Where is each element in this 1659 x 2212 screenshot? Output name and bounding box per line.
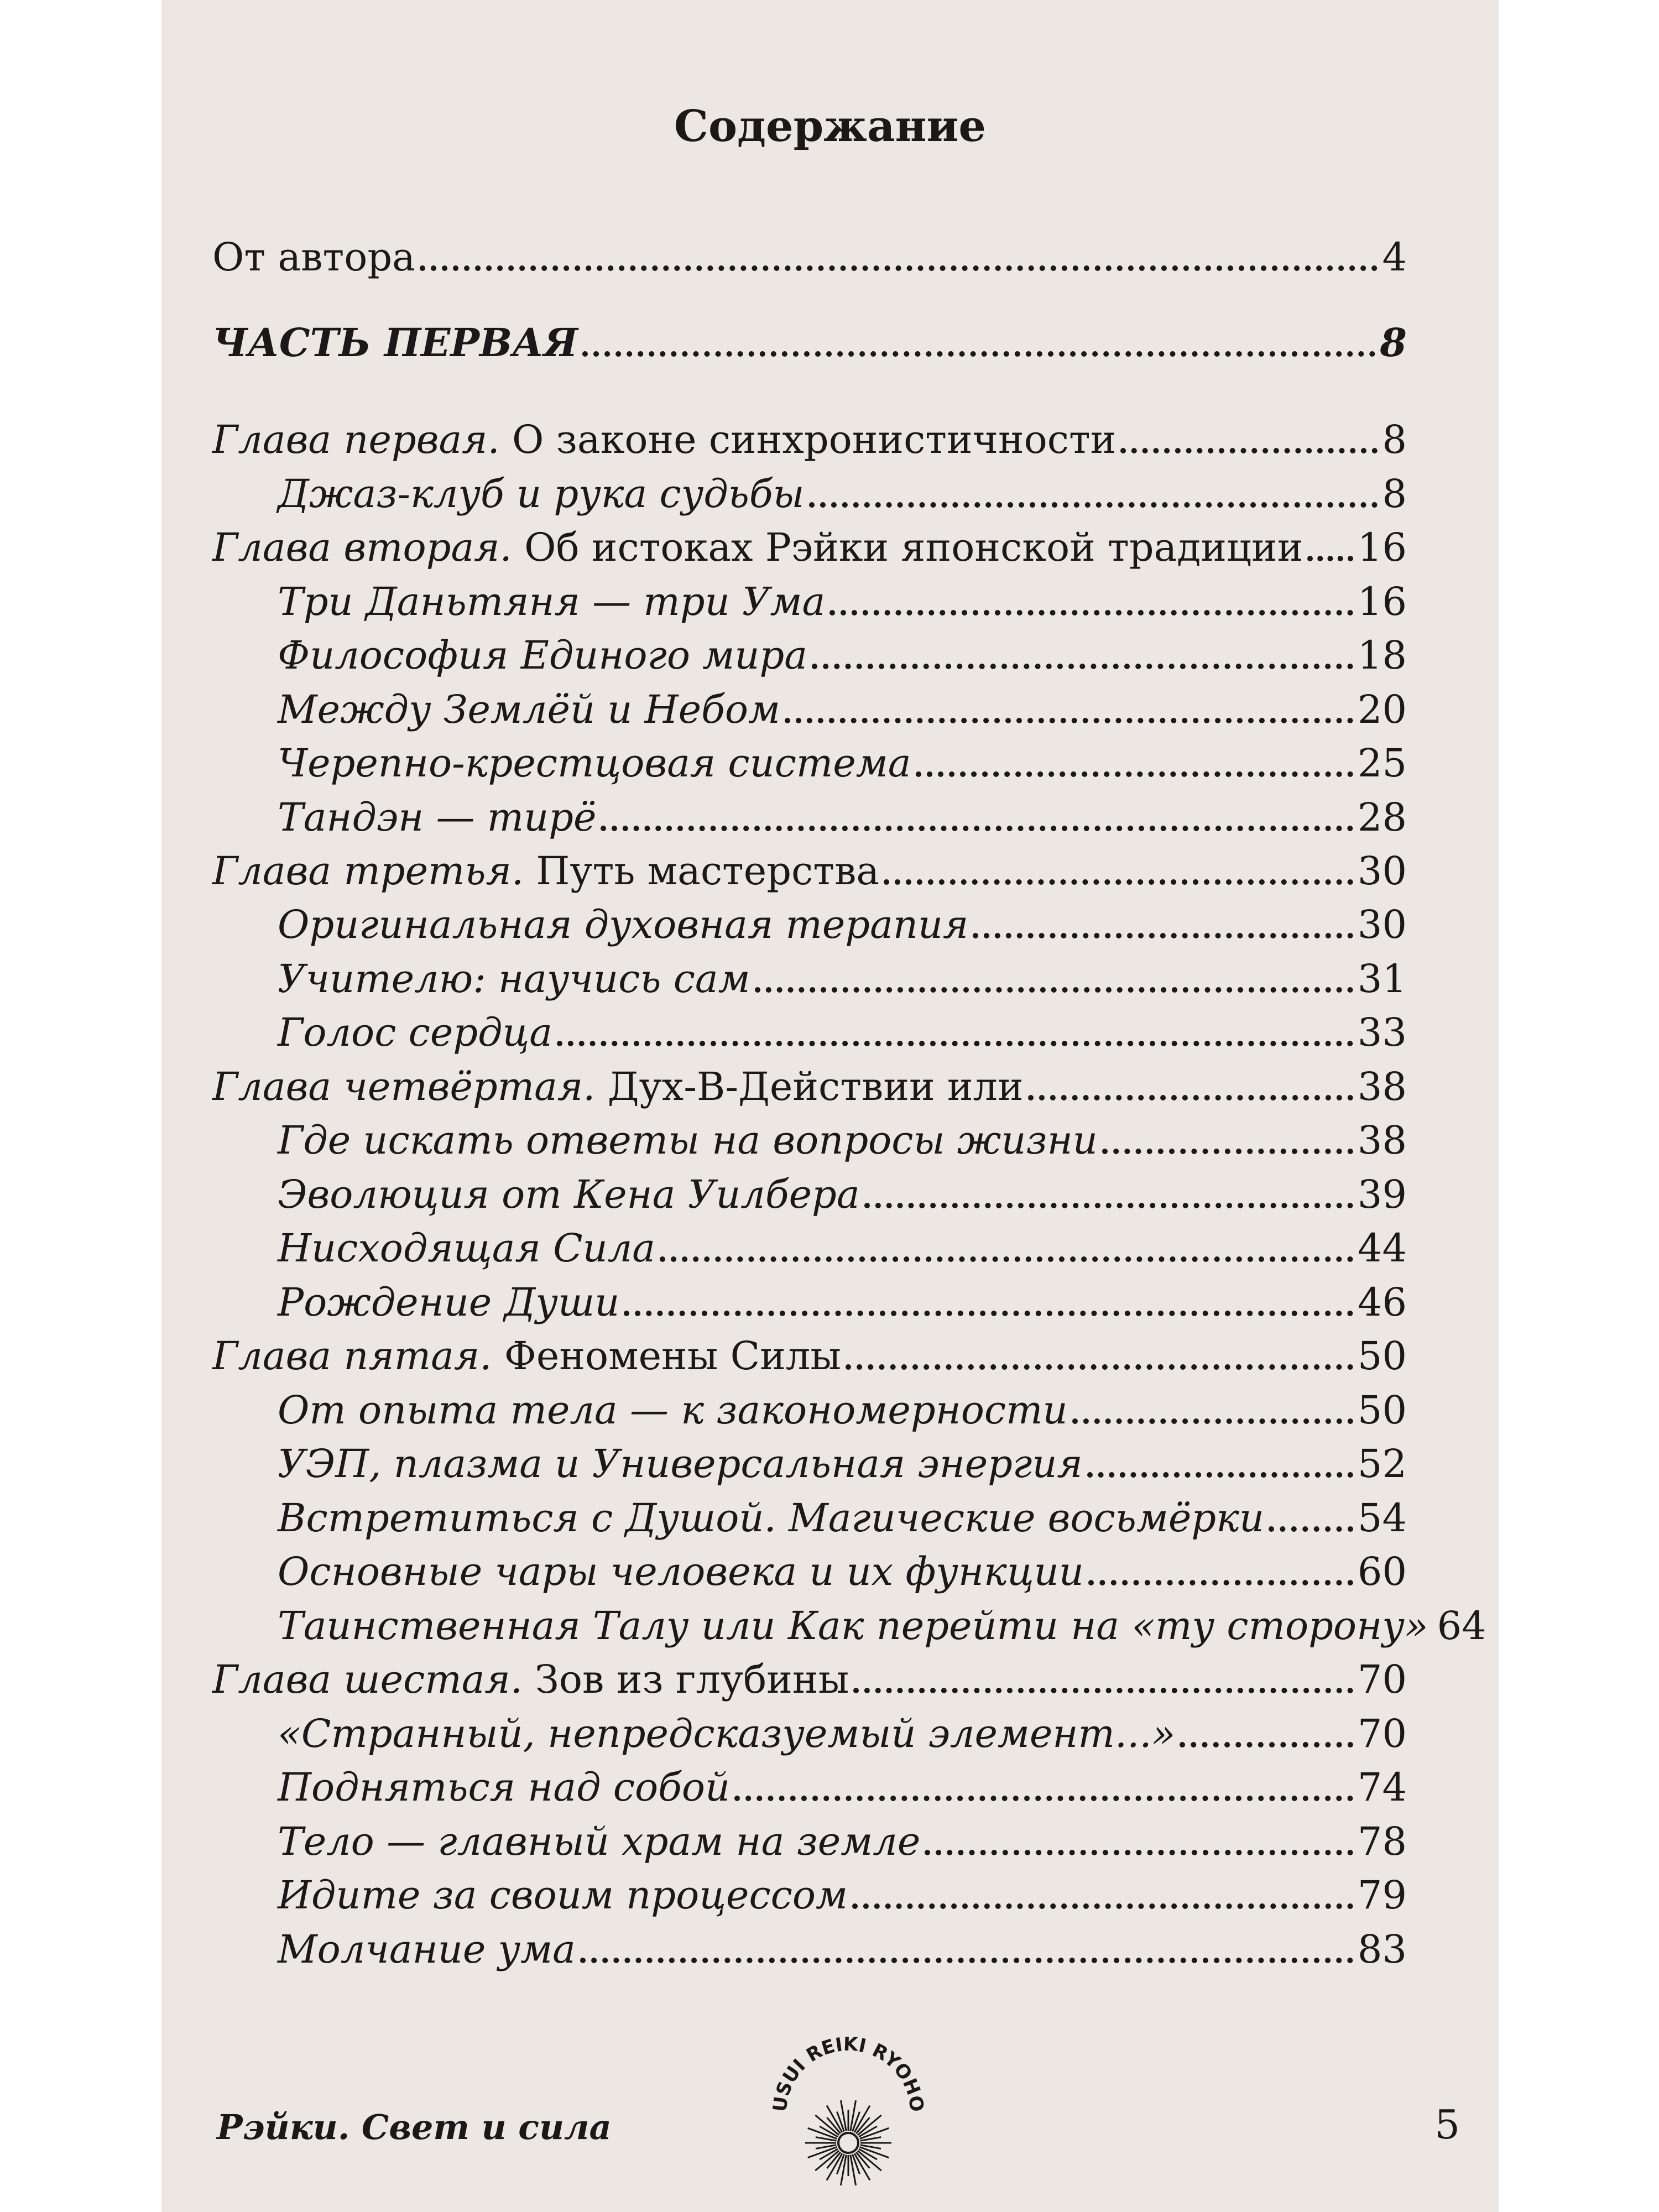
toc-subsection xyxy=(278,1493,1407,1543)
toc-entry-title xyxy=(278,1762,730,1812)
toc-subsection xyxy=(278,1709,1407,1759)
toc-entry-text: Рождение Души xyxy=(278,1280,620,1325)
toc-entry-title xyxy=(278,685,780,734)
dot-leader xyxy=(1087,1472,1353,1478)
toc-entry-text: Дух-В-Действии или xyxy=(607,1064,1024,1109)
dot-leader xyxy=(809,502,1378,508)
toc-subsection xyxy=(278,630,1407,680)
book-page xyxy=(161,0,1499,2212)
dot-leader xyxy=(734,1796,1353,1801)
toc-chapter-prefix: Глава шестая. xyxy=(212,1657,523,1702)
toc-entry-text: От автора xyxy=(212,234,415,280)
toc-page-number: 38 xyxy=(1357,1064,1407,1109)
toc-entry-title xyxy=(278,1170,860,1219)
toc-page-number: 39 xyxy=(1357,1172,1407,1217)
toc-chapter xyxy=(212,1655,1407,1704)
toc-entry-text: Эволюция от Кена Уилбера xyxy=(278,1172,860,1217)
toc-page-number: 16 xyxy=(1357,525,1407,570)
dot-leader xyxy=(580,1958,1353,1963)
dot-leader xyxy=(557,1041,1353,1046)
toc-entry-text: Феномены Силы xyxy=(504,1333,842,1379)
toc-chapter xyxy=(212,1062,1407,1112)
toc-entry-text: Три Даньтяня — три Ума xyxy=(278,579,826,624)
toc-entry-text: Основные чары человека и их функции xyxy=(278,1549,1084,1594)
toc-entry-title xyxy=(278,738,911,788)
running-footer-title: Рэйки. Свет и сила xyxy=(217,2107,612,2147)
toc-entry-text: Нисходящая Сила xyxy=(278,1225,656,1271)
toc-chapter-prefix: Глава третья. xyxy=(212,848,524,894)
toc-subsection xyxy=(278,1277,1407,1327)
toc-entry-text: Подняться над собой xyxy=(278,1765,731,1810)
toc-page-number: 54 xyxy=(1357,1495,1407,1541)
toc-subsection xyxy=(278,1601,1486,1651)
toc-page-number: 38 xyxy=(1357,1118,1407,1163)
toc-entry-title xyxy=(278,1493,1264,1543)
toc-subsection xyxy=(278,1924,1407,1974)
toc-subsection xyxy=(278,1817,1407,1866)
toc-entry-title xyxy=(212,318,578,368)
toc-subsection xyxy=(278,469,1407,519)
toc-entry-title xyxy=(278,469,805,519)
toc-page-number: 16 xyxy=(1357,579,1407,624)
dot-leader xyxy=(582,351,1375,357)
toc-entry-title xyxy=(278,900,968,950)
toc-entry-title xyxy=(278,1709,1175,1759)
toc-subsection xyxy=(278,685,1407,734)
toc-page-number: 25 xyxy=(1357,740,1407,786)
toc-page-number: 50 xyxy=(1357,1387,1407,1433)
toc-entry-text: Таинственная Талу или Как перейти на «ту сторону» xyxy=(278,1603,1428,1648)
toc-entry-title xyxy=(278,630,807,680)
dot-leader xyxy=(1307,556,1353,561)
toc-entry-title xyxy=(278,1277,619,1327)
toc-entry-title xyxy=(212,1062,1024,1112)
toc-entry-title xyxy=(212,415,1116,465)
toc-entry-title xyxy=(278,1008,552,1057)
dot-leader xyxy=(601,826,1353,831)
toc-page-number: 74 xyxy=(1357,1765,1407,1810)
dot-leader xyxy=(660,1256,1353,1262)
toc-subsection xyxy=(278,900,1407,950)
dot-leader xyxy=(864,1203,1353,1208)
toc-entry-text: «Странный, непредсказуемый элемент...» xyxy=(278,1711,1176,1756)
toc-entry-text: Джаз-клуб и рука судьбы xyxy=(278,471,805,517)
toc-entry-text: Тандэн — тирё xyxy=(278,795,597,840)
toc-subsection xyxy=(278,1115,1407,1165)
toc-subsection xyxy=(278,1008,1407,1057)
dot-leader xyxy=(1120,448,1378,453)
toc-entry-text: Оригинальная духовная терапия xyxy=(278,902,969,947)
toc-entry-title xyxy=(278,1547,1084,1597)
toc-page-number: 28 xyxy=(1357,795,1407,840)
toc-subsection xyxy=(278,738,1407,788)
dot-leader xyxy=(785,718,1353,723)
toc-subsection xyxy=(278,577,1407,627)
dot-leader xyxy=(1102,1149,1353,1154)
toc-entry-text: ЧАСТЬ ПЕРВАЯ xyxy=(212,320,578,366)
page-title: Содержание xyxy=(674,101,987,152)
dot-leader xyxy=(420,265,1378,271)
toc-entry-text: Тело — главный храм на земле xyxy=(278,1819,921,1864)
dot-leader xyxy=(853,1688,1353,1693)
toc-entry-text: Молчание ума xyxy=(278,1927,576,1972)
dot-leader xyxy=(1072,1418,1353,1424)
toc-subsection xyxy=(278,1439,1407,1489)
toc-page-number: 60 xyxy=(1357,1549,1407,1594)
toc-entry-title xyxy=(278,1870,848,1920)
toc-entry-title xyxy=(212,1655,849,1704)
dot-leader xyxy=(884,879,1353,885)
toc-page-number: 44 xyxy=(1357,1225,1407,1271)
toc-entry-title xyxy=(212,232,415,282)
toc-page-number: 8 xyxy=(1380,320,1407,366)
toc-subsection xyxy=(278,954,1407,1004)
toc-page-number: 30 xyxy=(1357,848,1407,894)
dot-leader xyxy=(1028,1095,1353,1100)
toc-chapter xyxy=(212,846,1407,896)
toc-page-number: 83 xyxy=(1357,1927,1407,1972)
toc-chapter xyxy=(212,523,1407,572)
toc-entry-title xyxy=(278,1385,1068,1435)
toc-page-number: 30 xyxy=(1357,902,1407,947)
toc-entry-text: Об истоках Рэйки японской традиции xyxy=(524,525,1303,570)
toc-page-number: 52 xyxy=(1357,1441,1407,1486)
logo-text: USUI REIKI RYOHO xyxy=(769,2033,928,2114)
toc-entry-text: Путь мастерства xyxy=(536,848,880,894)
toc-entry-text: Где искать ответы на вопросы жизни xyxy=(278,1118,1098,1163)
toc-page-number: 20 xyxy=(1357,687,1407,732)
toc-chapter-prefix: Глава пятая. xyxy=(212,1333,492,1379)
toc-page-number: 4 xyxy=(1382,234,1407,280)
toc-entry-title xyxy=(278,1817,920,1866)
dot-leader xyxy=(1269,1526,1353,1532)
dot-leader xyxy=(830,610,1353,615)
dot-leader xyxy=(755,987,1353,993)
toc-entry-title xyxy=(278,792,596,842)
toc-chapter-prefix: Глава первая. xyxy=(212,417,500,462)
toc-entry-title xyxy=(278,1223,655,1273)
page-number: 5 xyxy=(1434,2101,1460,2148)
toc-subsection xyxy=(278,1385,1407,1435)
toc-page-number: 70 xyxy=(1357,1711,1407,1756)
toc-entry-title xyxy=(278,954,750,1004)
toc-page-number: 46 xyxy=(1357,1280,1407,1325)
toc-entry-text: От опыта тела — к закономерности xyxy=(278,1387,1068,1433)
reiki-sun-logo xyxy=(765,2013,931,2195)
toc-entry-title xyxy=(212,1331,841,1381)
toc-subsection xyxy=(278,1170,1407,1219)
toc-entry-text: Идите за своим процессом xyxy=(278,1872,848,1918)
toc-chapter xyxy=(212,415,1407,465)
toc-subsection xyxy=(278,1762,1407,1812)
dot-leader xyxy=(1180,1742,1353,1747)
toc-entry-title xyxy=(278,1601,1428,1651)
toc-page-number: 50 xyxy=(1357,1333,1407,1379)
toc-entry-text: Зов из глубины xyxy=(535,1657,849,1702)
toc-chapter-prefix: Глава вторая. xyxy=(212,525,512,570)
dot-leader xyxy=(852,1903,1353,1909)
toc-entry-title xyxy=(278,1115,1098,1165)
toc-chapter xyxy=(212,232,1407,282)
dot-leader xyxy=(925,1850,1353,1855)
toc-page-number: 33 xyxy=(1357,1010,1407,1055)
toc-entry-title xyxy=(212,523,1303,572)
toc-entry-text: Встретиться с Душой. Магические восьмёрки xyxy=(278,1495,1264,1541)
toc-subsection xyxy=(278,1870,1407,1920)
toc-entry-title xyxy=(278,1439,1083,1489)
dot-leader xyxy=(846,1364,1353,1370)
toc-page-number: 8 xyxy=(1382,471,1407,517)
dot-leader xyxy=(624,1311,1353,1316)
toc-entry-text: О законе синхронистичности xyxy=(512,417,1117,462)
toc-page-number: 8 xyxy=(1382,417,1407,462)
dot-leader xyxy=(812,664,1353,669)
toc-page-number: 70 xyxy=(1357,1657,1407,1702)
toc-entry-text: Учителю: научись сам xyxy=(278,956,750,1001)
dot-leader xyxy=(1088,1580,1353,1585)
toc-entry-text: УЭП, плазма и Универсальная энергия xyxy=(278,1441,1083,1486)
dot-leader xyxy=(916,771,1353,777)
toc-entry-text: Философия Единого мира xyxy=(278,633,807,678)
toc-entry-title xyxy=(278,577,825,627)
toc-chapter xyxy=(212,1331,1407,1381)
toc-entry-text: Голос сердца xyxy=(278,1010,553,1055)
toc-part-heading xyxy=(212,318,1407,368)
toc-entry-text: Черепно-крестцовая система xyxy=(278,740,911,786)
toc-chapter-prefix: Глава четвёртая. xyxy=(212,1064,596,1109)
toc-subsection xyxy=(278,1223,1407,1273)
toc-page-number: 79 xyxy=(1357,1872,1407,1918)
toc-entry-title xyxy=(212,846,879,896)
toc-page-number: 64 xyxy=(1437,1603,1486,1648)
toc-entry-text: Между Землёй и Небом xyxy=(278,687,781,732)
toc-subsection xyxy=(278,1547,1407,1597)
toc-entry-title xyxy=(278,1924,576,1974)
toc-page-number: 78 xyxy=(1357,1819,1407,1864)
dot-leader xyxy=(973,933,1353,938)
toc-page-number: 31 xyxy=(1357,956,1407,1001)
toc-page-number: 18 xyxy=(1357,633,1407,678)
toc-subsection xyxy=(278,792,1407,842)
